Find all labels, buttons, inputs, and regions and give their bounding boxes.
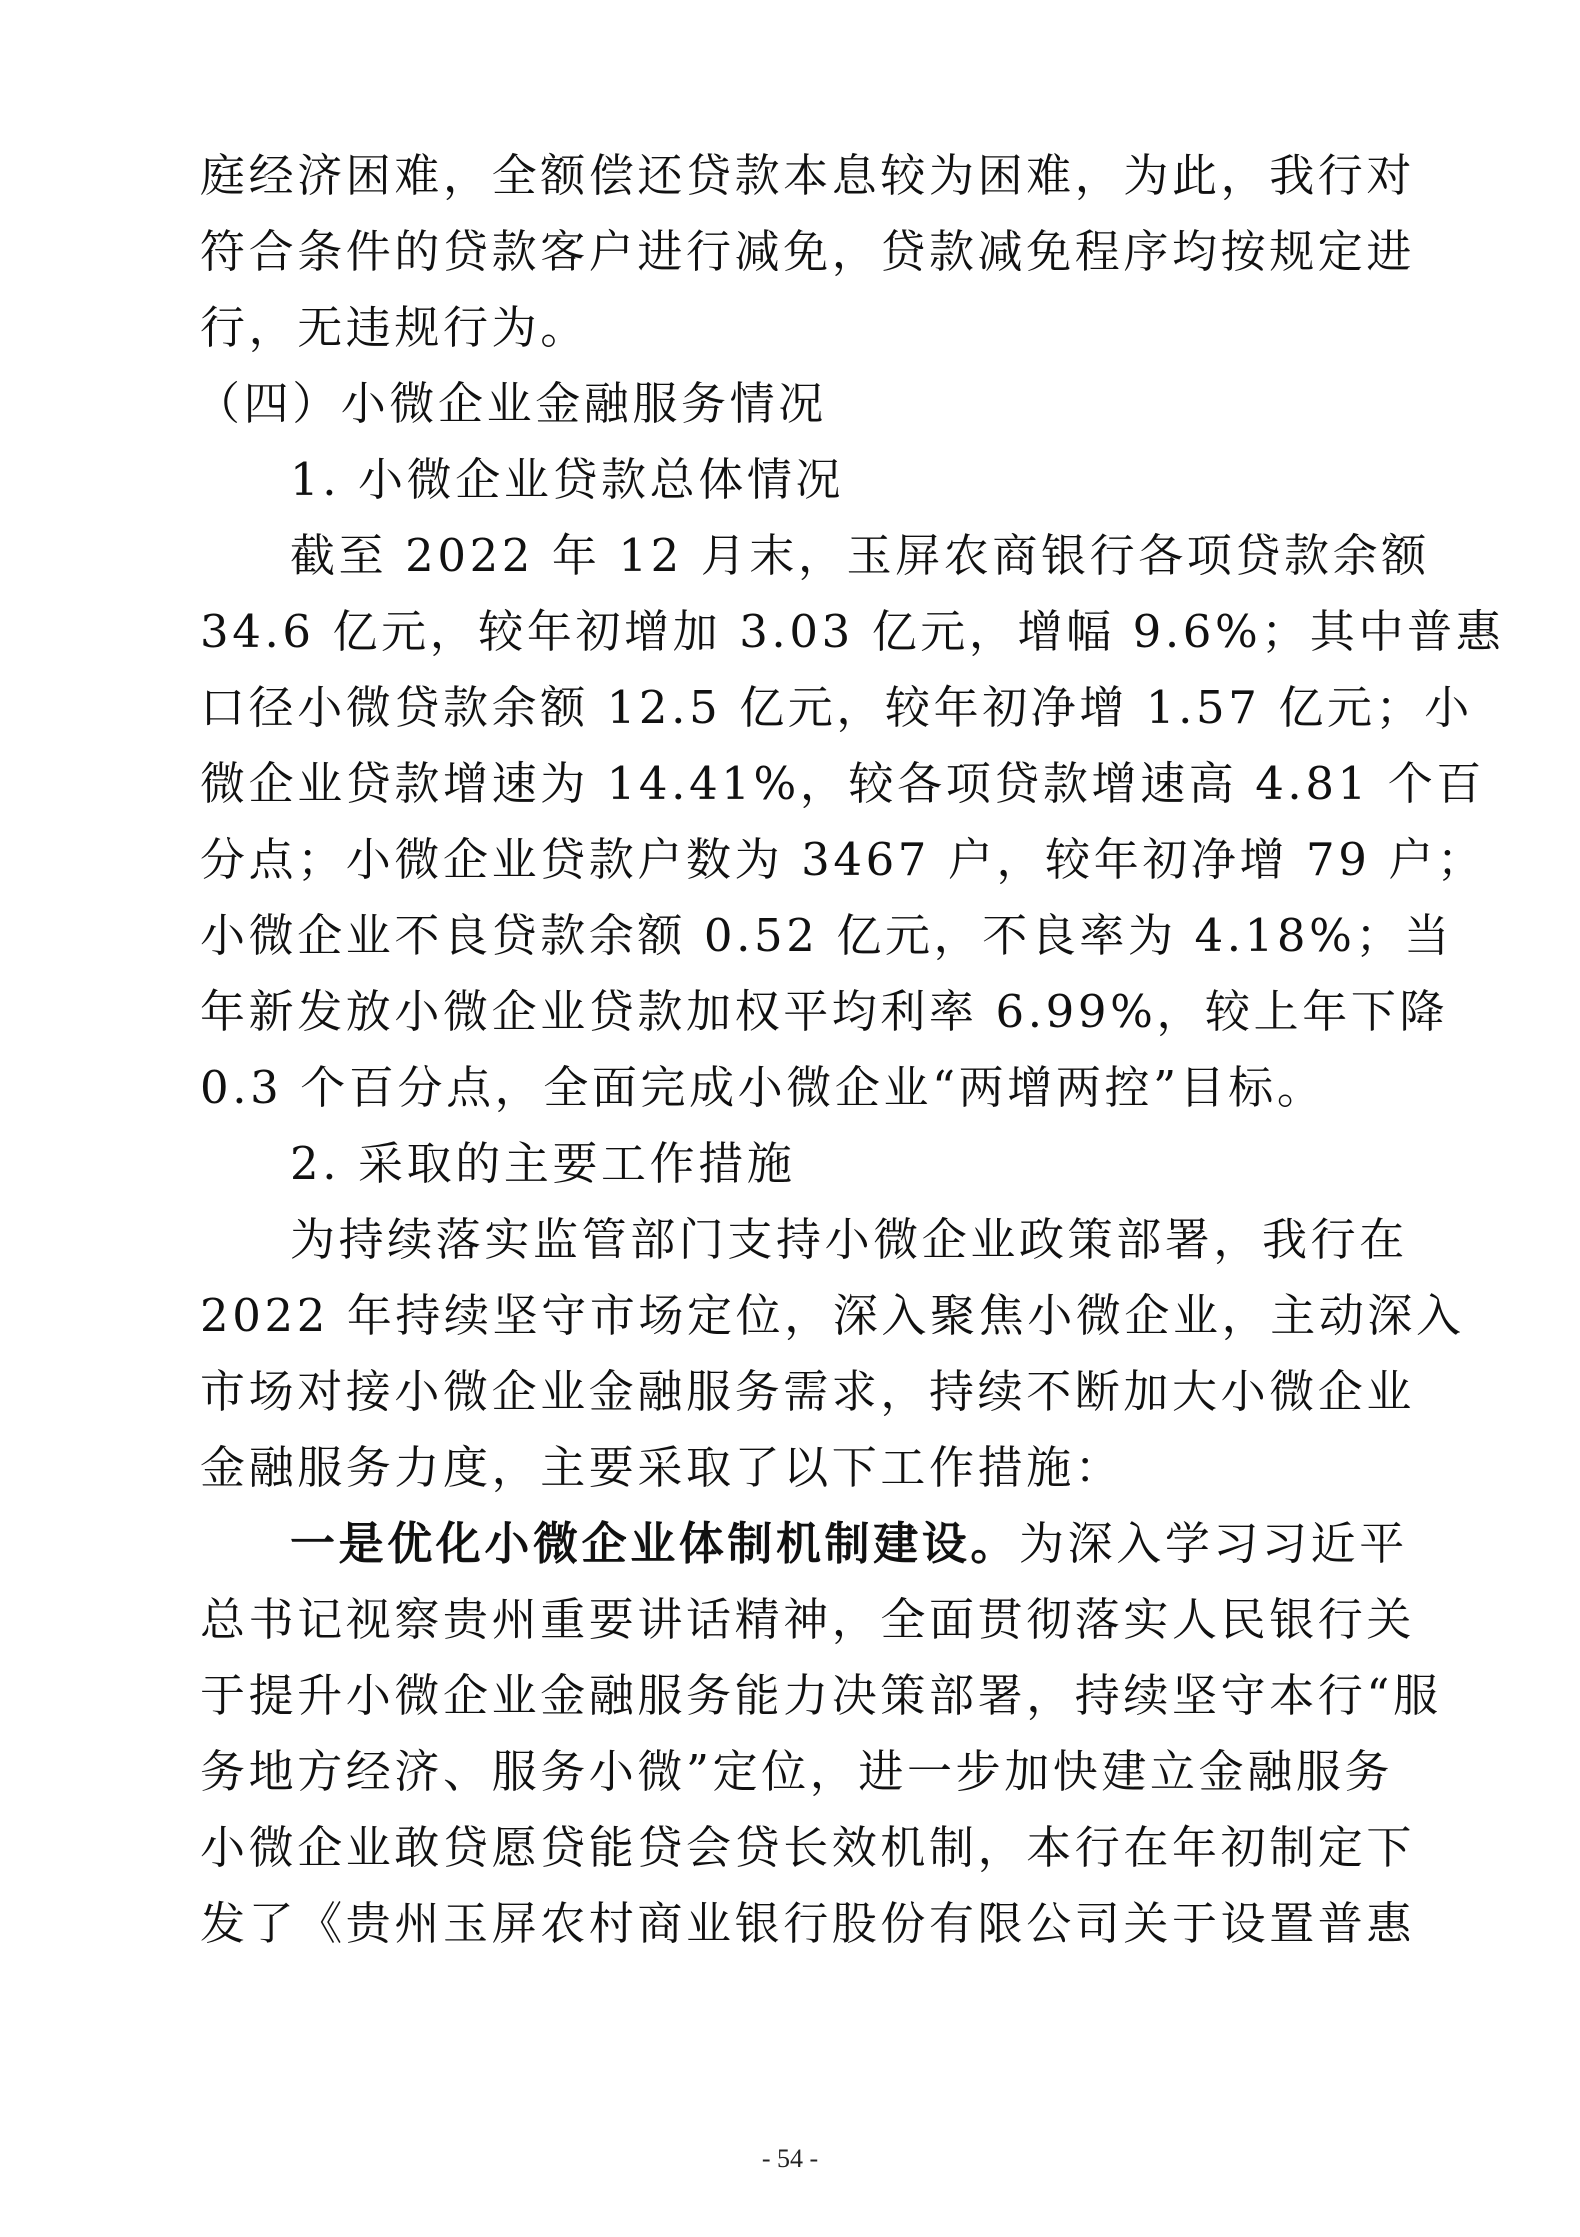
paragraph-line: 2022 年持续坚守市场定位，深入聚焦小微企业，主动深入 [200, 1289, 1465, 1342]
paragraph-line: 为持续落实监管部门支持小微企业政策部署，我行在 [290, 1213, 1408, 1266]
paragraph-text: 为深入学习习近平 [1019, 1517, 1408, 1570]
paragraph-line: 符合条件的贷款客户进行减免，贷款减免程序均按规定进 [200, 225, 1416, 278]
paragraph-line: 微企业贷款增速为 14.41%，较各项贷款增速高 4.81 个百 [200, 757, 1485, 810]
paragraph-line: 分点；小微企业贷款户数为 3467 户，较年初净增 79 户； [200, 833, 1486, 886]
paragraph-line: 务地方经济、服务小微”定位，进一步加快建立金融服务 [200, 1745, 1394, 1798]
paragraph-line: 庭经济困难，全额偿还贷款本息较为困难，为此，我行对 [200, 149, 1416, 202]
paragraph-line: 34.6 亿元，较年初增加 3.03 亿元，增幅 9.6%；其中普惠 [200, 605, 1505, 658]
paragraph-line: 市场对接小微企业金融服务需求，持续不断加大小微企业 [200, 1365, 1416, 1418]
paragraph-line: 截至 2022 年 12 月末，玉屏农商银行各项贷款余额 [290, 529, 1430, 582]
page-number: - 54 - [761, 2144, 819, 2173]
section-heading: （四）小微企业金融服务情况 [195, 377, 827, 430]
bold-lead-phrase: 一是优化小微企业体制机制建设。 [290, 1517, 1020, 1570]
paragraph-line: 0.3 个百分点，全面完成小微企业“两增两控”目标。 [200, 1061, 1326, 1114]
paragraph-line: 行，无违规行为。 [200, 301, 589, 354]
subsection-heading: 2. 采取的主要工作措施 [290, 1137, 796, 1190]
paragraph-line: 总书记视察贵州重要讲话精神，全面贯彻落实人民银行关 [200, 1593, 1416, 1646]
bold-lead-line [290, 1506, 1408, 1582]
paragraph-line: 发了《贵州玉屏农村商业银行股份有限公司关于设置普惠 [200, 1897, 1416, 1950]
paragraph-line: 年新发放小微企业贷款加权平均利率 6.99%，较上年下降 [200, 985, 1449, 1038]
paragraph-line: 于提升小微企业金融服务能力决策部署，持续坚守本行“服 [200, 1669, 1442, 1722]
paragraph-line: 口径小微贷款余额 12.5 亿元，较年初净增 1.57 亿元；小 [200, 681, 1473, 734]
paragraph-line: 金融服务力度，主要采取了以下工作措施： [200, 1441, 1124, 1494]
subsection-heading: 1. 小微企业贷款总体情况 [290, 453, 845, 506]
paragraph-line: 小微企业不良贷款余额 0.52 亿元，不良率为 4.18%；当 [200, 909, 1453, 962]
paragraph-line: 小微企业敢贷愿贷能贷会贷长效机制，本行在年初制定下 [200, 1821, 1416, 1874]
